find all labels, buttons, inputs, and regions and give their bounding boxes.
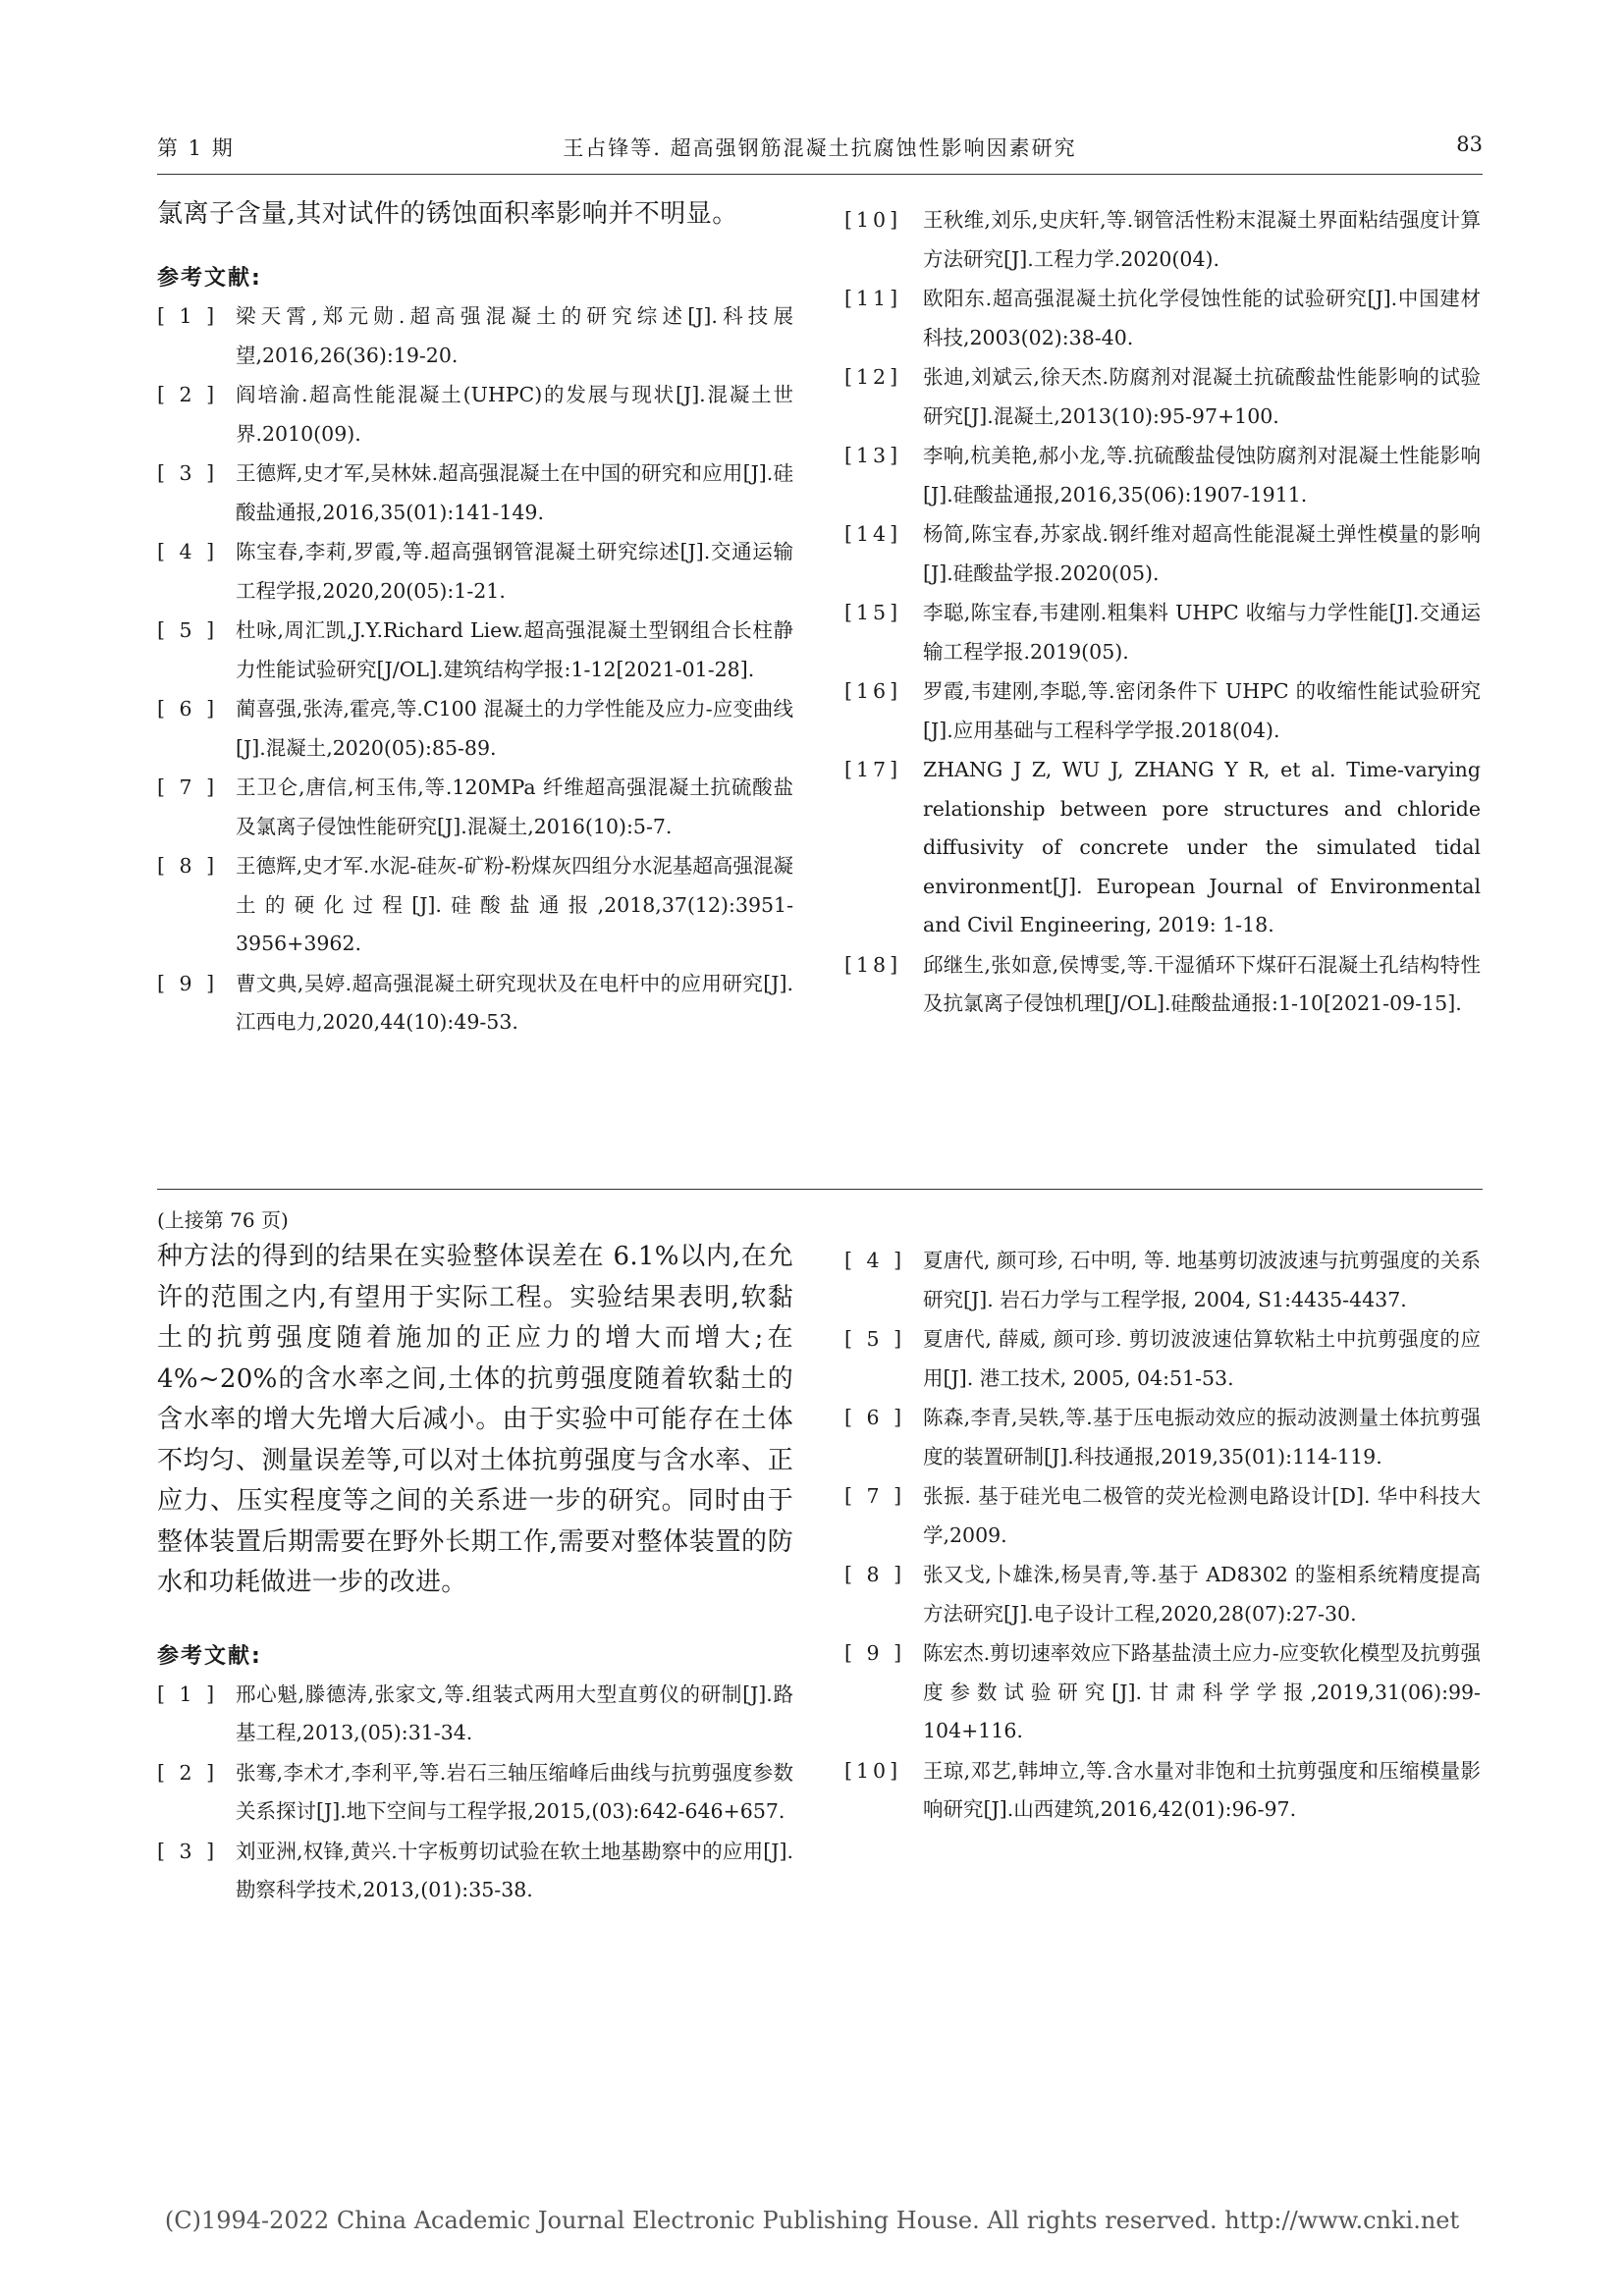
reference-item [844, 201, 1481, 279]
reference-list [844, 1242, 1481, 1830]
reference-item [157, 454, 793, 532]
reference-text: 夏唐代, 颜可珍, 石中明, 等. 地基剪切波波速与抗剪强度的关系研究[J]. 岩石力学与工程学报, 2004, S1:4435-4437. [923, 1249, 1481, 1311]
reference-item [844, 594, 1481, 671]
reference-text: 曹文典,吴婷.超高强混凝土研究现状及在电杆中的应用研究[J].江西电力,2020,44(10):49-53. [236, 971, 793, 1034]
reference-number: [ 3 ] [157, 1839, 219, 1863]
reference-number: [ 9 ] [844, 1641, 906, 1665]
reference-text: 杜咏,周汇凯,J.Y.Richard Liew.超高强混凝土型钢组合长柱静力性能试验研究[J/OL].建筑结构学报:1-12[2021-01-28]. [236, 618, 793, 681]
reference-number: [ 1 ] [157, 304, 219, 328]
reference-text: 王卫仑,唐信,柯玉伟,等.120MPa 纤维超高强混凝土抗硫酸盐及氯离子侵蚀性能研究[J].混凝土,2016(10):5-7. [236, 775, 793, 838]
reference-text: 梁天霄,郑元勋.超高强混凝土的研究综述[J].科技展望,2016,26(36):19-20. [236, 304, 793, 367]
reference-item [157, 769, 793, 846]
reference-number: [ 6 ] [157, 697, 219, 721]
reference-item [157, 376, 793, 454]
reference-item [844, 1634, 1481, 1751]
reference-text: 张振. 基于硅光电二极管的荧光检测电路设计[D]. 华中科技大学,2009. [923, 1484, 1481, 1547]
reference-number: [ 4 ] [157, 540, 219, 563]
reference-text: 王德辉,史才军.水泥-硅灰-矿粉-粉煤灰四组分水泥基超高强混凝土的硬化过程[J].硅酸盐通报,2018,37(12):3951-3956+3962. [236, 854, 793, 955]
reference-list [157, 1676, 793, 1910]
bottom-left-column [157, 1205, 793, 1911]
reference-item [844, 437, 1481, 514]
reference-item [844, 751, 1481, 945]
reference-text: 王德辉,史才军,吴林妹.超高强混凝土在中国的研究和应用[J].硅酸盐通报,2016,35(01):141-149. [236, 461, 793, 524]
reference-text: 蔺喜强,张涛,霍亮,等.C100 混凝土的力学性能及应力-应变曲线[J].混凝土,2020(05):85-89. [236, 697, 793, 760]
reference-item [844, 1477, 1481, 1555]
reference-text: 李聪,陈宝春,韦建刚.粗集料 UHPC 收缩与力学性能[J].交通运输工程学报.2019(05). [923, 601, 1481, 664]
issue-label: 第 1 期 [157, 136, 235, 160]
reference-number: [ 7 ] [157, 775, 219, 799]
intro-line: 氯离子含量,其对试件的锈蚀面积率影响并不明显。 [157, 199, 738, 229]
reference-item [844, 515, 1481, 593]
reference-number: [18] [844, 952, 902, 977]
reference-item [157, 1833, 793, 1910]
reference-item [157, 965, 793, 1042]
reference-text: 李响,杭美艳,郝小龙,等.抗硫酸盐侵蚀防腐剂对混凝土性能影响[J].硅酸盐通报,2016,35(06):1907-1911. [923, 444, 1481, 507]
continued-note: (上接第 76 页) [157, 1208, 289, 1232]
page-number: 83 [1456, 133, 1483, 156]
reference-item [844, 1556, 1481, 1633]
body-paragraph: 种方法的得到的结果在实验整体误差在 6.1%以内,在允许的范围之内,有望用于实际工程。实验结果表明,软黏土的抗剪强度随着施加的正应力的增大而增大;在 4%~20%的含水率之间,土体的抗剪强度随着软黏土的含水率的增大先增大后减小。由于实验中可能存在土体不均匀、测量误差等,可以对土体抗剪强度与含水率、正应力、压实程度等之间的关系进一步的研究。同时由于整体装置后期需要在野外长期工作,需要对整体装置的防水和功耗做进一步的改进。 [157, 1242, 793, 1597]
reference-number: [ 9 ] [157, 971, 219, 995]
reference-item [844, 1242, 1481, 1319]
reference-number: [ 2 ] [157, 1760, 219, 1785]
reference-number: [ 1 ] [157, 1682, 219, 1706]
reference-item [157, 690, 793, 768]
reference-number: [ 8 ] [844, 1563, 906, 1586]
reference-text: 张又戈,卜雄洙,杨昊青,等.基于 AD8302 的鉴相系统精度提高方法研究[J].电子设计工程,2020,28(07):27-30. [923, 1563, 1481, 1626]
reference-item [844, 280, 1481, 357]
reference-number: [ 5 ] [844, 1327, 906, 1351]
reference-number: [ 4 ] [844, 1249, 906, 1272]
reference-item [157, 297, 793, 375]
top-left-column [157, 194, 793, 1043]
reference-number: [14] [844, 522, 902, 546]
reference-number: [11] [844, 287, 902, 310]
running-header [157, 133, 1483, 164]
reference-item [844, 358, 1481, 436]
reference-text: 张迪,刘斌云,徐天杰.防腐剂对混凝土抗硫酸盐性能影响的试验研究[J].混凝土,2013(10):95-97+100. [923, 365, 1481, 428]
reference-text: 杨简,陈宝春,苏家战.钢纤维对超高性能混凝土弹性模量的影响[J].硅酸盐学报.2020(05). [923, 522, 1481, 585]
reference-text: 刘亚洲,权锋,黄兴.十字板剪切试验在软土地基勘察中的应用[J].勘察科学技术,2013,(01):35-38. [236, 1839, 793, 1901]
reference-text: 张骞,李术才,李利平,等.岩石三轴压缩峰后曲线与抗剪强度参数关系探讨[J].地下空间与工程学报,2015,(03):642-646+657. [236, 1760, 793, 1823]
reference-number: [ 7 ] [844, 1484, 906, 1508]
reference-item [844, 672, 1481, 750]
reference-text: 邱继生,张如意,侯博雯,等.干湿循环下煤矸石混凝土孔结构特性及抗氯离子侵蚀机理[J/OL].硅酸盐通报:1-10[2021-09-15]. [923, 952, 1481, 1015]
reference-number: [15] [844, 601, 902, 624]
reference-number: [17] [844, 758, 902, 781]
references-heading: 参考文献: [157, 266, 262, 291]
reference-item [844, 1752, 1481, 1830]
reference-text: 欧阳东.超高强混凝土抗化学侵蚀性能的试验研究[J].中国建材科技,2003(02):38-40. [923, 287, 1481, 349]
reference-item [157, 612, 793, 689]
reference-item [157, 533, 793, 611]
reference-item [157, 847, 793, 964]
reference-number: [10] [844, 208, 902, 232]
reference-number: [ 6 ] [844, 1406, 906, 1429]
top-right-column [844, 201, 1481, 1025]
reference-text: 邢心魁,滕德涛,张家文,等.组装式两用大型直剪仪的研制[J].路基工程,2013,(05):31-34. [236, 1682, 793, 1744]
reference-text: 阎培渝.超高性能混凝土(UHPC)的发展与现状[J].混凝土世界.2010(09). [236, 383, 793, 446]
reference-list [157, 297, 793, 1042]
section-divider [157, 1189, 1483, 1190]
reference-text: 王琼,邓艺,韩坤立,等.含水量对非饱和土抗剪强度和压缩模量影响研究[J].山西建筑,2016,42(01):96-97. [923, 1758, 1481, 1821]
reference-text: 罗霞,韦建刚,李聪,等.密闭条件下 UHPC 的收缩性能试验研究[J].应用基础与工程科学学报.2018(04). [923, 679, 1481, 742]
reference-number: [13] [844, 444, 902, 467]
reference-item [844, 946, 1481, 1024]
reference-number: [ 5 ] [157, 618, 219, 642]
reference-number: [12] [844, 365, 902, 389]
reference-number: [10] [844, 1758, 902, 1783]
reference-item [844, 1320, 1481, 1398]
bottom-right-column [844, 1242, 1481, 1831]
reference-number: [ 8 ] [157, 854, 219, 878]
reference-text: 王秋维,刘乐,史庆轩,等.钢管活性粉末混凝土界面粘结强度计算方法研究[J].工程力学.2020(04). [923, 208, 1481, 271]
reference-text: 陈宏杰.剪切速率效应下路基盐渍土应力-应变软化模型及抗剪强度参数试验研究[J].甘肃科学学报,2019,31(06):99-104+116. [923, 1641, 1481, 1742]
reference-list [844, 201, 1481, 1024]
reference-number: [16] [844, 679, 902, 703]
reference-text: 夏唐代, 薛威, 颜可珍. 剪切波波速估算软粘土中抗剪强度的应用[J]. 港工技术, 2005, 04:51-53. [923, 1327, 1481, 1390]
reference-item [844, 1399, 1481, 1476]
reference-text: 陈宝春,李莉,罗霞,等.超高强钢管混凝土研究综述[J].交通运输工程学报,2020,20(05):1-21. [236, 540, 793, 603]
reference-item [157, 1754, 793, 1832]
reference-number: [ 2 ] [157, 383, 219, 406]
copyright-footer: (C)1994-2022 China Academic Journal Electronic Publishing House. All rights reserved. http://www.cnki.net [164, 2207, 1460, 2234]
reference-number: [ 3 ] [157, 461, 219, 485]
references-heading: 参考文献: [157, 1643, 262, 1669]
running-title: 王占锋等. 超高强钢筋混凝土抗腐蚀性影响因素研究 [563, 136, 1077, 160]
reference-item [157, 1676, 793, 1753]
header-rule [157, 174, 1483, 175]
reference-text: ZHANG J Z, WU J, ZHANG Y R, et al. Time-varying relationship between pore structures and chloride diffusivity of concrete under the simulated tidal environment[J]. European Journal of Environmental and Civil Engineering, 2019: 1-18. [923, 758, 1481, 936]
reference-text: 陈森,李青,吴轶,等.基于压电振动效应的振动波测量土体抗剪强度的装置研制[J].科技通报,2019,35(01):114-119. [923, 1406, 1481, 1468]
